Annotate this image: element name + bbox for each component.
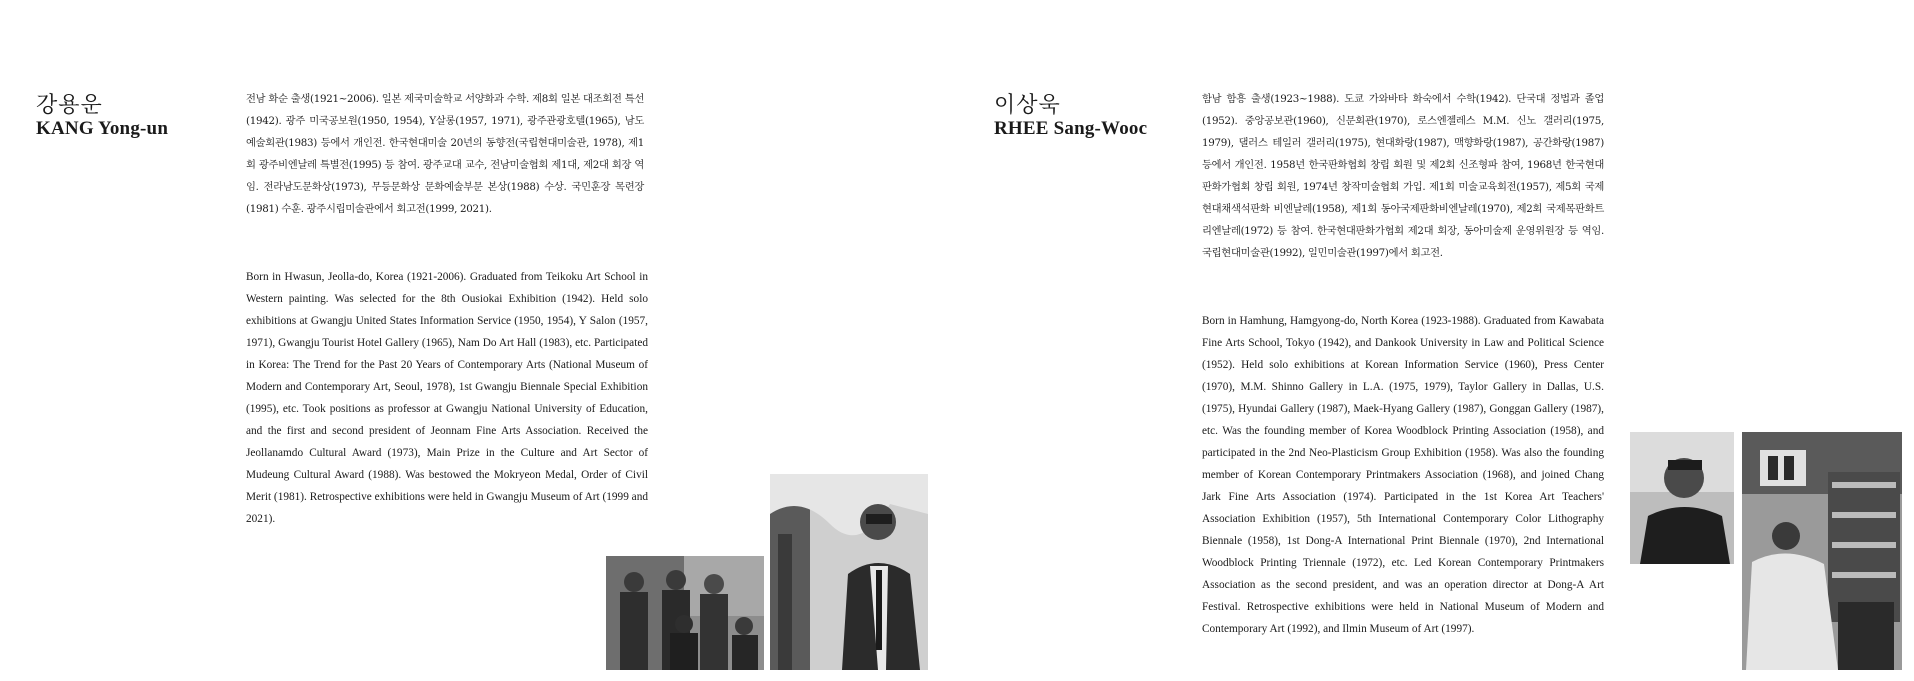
bio-english-left: Born in Hwasun, Jeolla-do, Korea (1921-2006). Graduated from Teikoku Art School in Western painting. Was selected for the 8th Ousiokai Exhibition (1942). Held solo exhibitions at Gwangju United States Information Service (1950, 1954), Y Salon (1957, 1971), Gwangju Tourist Hotel Gallery (1965), Nam Do Art Hall (1983), etc. Participated in Korea: The Trend for the Past 20 Years of Contemporary Arts (National Museum of Modern and Contemporary Art, Seoul, 1978), 1st Gwangju Biennale Special Exhibition (1995), etc. Took positions as professor at Gwangju National University of Education, and the first and second president of Jeonnam Fine Arts Association. Received the Jeollanamdo Cultural Award (1973), Main Prize in the Culture and Art Sector of Mudeung Cultural Award (1988). Was bestowed the Mokryeon Medal, Order of Civil Merit (1981). Retrospective exhibitions were held in Gwangju Museum of Art (1999 and 2021). — [246, 271, 648, 525]
artist-name-korean-left: 강용운 — [36, 93, 103, 118]
artist-name-english-right: RHEE Sang-Wooc — [994, 118, 1148, 139]
artist-name-english-left: KANG Yong-un — [36, 118, 169, 139]
bio-korean-left: 전남 화순 출생(1921~2006). 일본 제국미술학교 서양화과 수학. 제8회 일본 대조회전 특선(1942). 광주 미국공보원(1950, 1954), Y살롱(1957, 1971), 광주관광호텔(1965), 남도예술회관(1983) 등에서 개인전. 한국현대미술 20년의 동향전(국립현대미술관, 1978), 제1회 광주비엔날레 특별전(1995) 등 참여. 광주교대 교수, 전남미술협회 제1대, 제2대 회장 역임. 전라남도문화상(1973), 무등문화상 문화예술부문 본상(1988) 수상. 국민훈장 목련장(1981) 수훈. 광주시립미술관에서 회고전(1999, 2021). — [246, 93, 644, 215]
portrait-photo-right — [1630, 432, 1734, 564]
portrait-photo-left — [770, 474, 928, 670]
studio-photo — [1742, 432, 1902, 670]
bio-english-right: Born in Hamhung, Hamgyong-do, North Korea (1923-1988). Graduated from Kawabata Fine Arts School, Tokyo (1942), and Dankook University in Law and Political Science (1952). Held solo exhibitions at Korean Information Service (1960), Press Center (1970), M.M. Shinno Gallery in L.A. (1975, 1979), Taylor Gallery in Dallas, U.S. (1975), Hyundai Gallery (1987), Maek-Hyang Gallery (1987), Gonggan Gallery (1987), etc. Was the founding member of Korea Woodblock Printing Association (1958), and participated in the 2nd Neo-Plasticism Group Exhibition (1958). Was also the founding member of Korean Contemporary Printmakers Association (1968), and joined Chang Jark Fine Arts Association (1974). Participated in the 1st Korea Art Teachers' Association Exhibition (1957), 5th International Contemporary Color Lithography Biennale (1958), 1st Dong-A International Print Biennale (1970), 2nd International Woodblock Printing Triennale (1972), etc. Led Korean Contemporary Printmakers Association as the second president, and was an operation director at Dong-A Art Festival. Retrospective exhibitions were held in National Museum of Modern and Contemporary Art (1992), and Ilmin Museum of Art (1997). — [1202, 315, 1604, 635]
bio-korean-right: 함남 함흥 출생(1923~1988). 도쿄 가와바타 화숙에서 수학(1942). 단국대 정법과 졸업(1952). 중앙공보관(1960), 신문회관(1970), 로스엔젤레스 M.M. 신노 갤러리(1975, 1979), 댈러스 테일러 갤러리(1975), 현대화랑(1987), 맥향화랑(1987), 공간화랑(1987) 등에서 개인전. 1958년 한국판화협회 창립 회원 및 제2회 신조형파 참여, 1968년 한국현대판화가협회 창립 회원, 1974년 창작미술협회 가입. 제1회 미술교육회전(1957), 제5회 국제현대채색석판화 비엔날레(1958), 제1회 동아국제판화비엔날레(1970), 제2회 국제목판화트리엔날레(1972) 등 참여. 한국현대판화가협회 제2대 회장, 동아미술제 운영위원장 등 역임. 국립현대미술관(1992), 일민미술관(1997)에서 회고전. — [1202, 93, 1604, 259]
artist-name-korean-right: 이상욱 — [994, 93, 1061, 118]
group-photo — [606, 556, 764, 670]
